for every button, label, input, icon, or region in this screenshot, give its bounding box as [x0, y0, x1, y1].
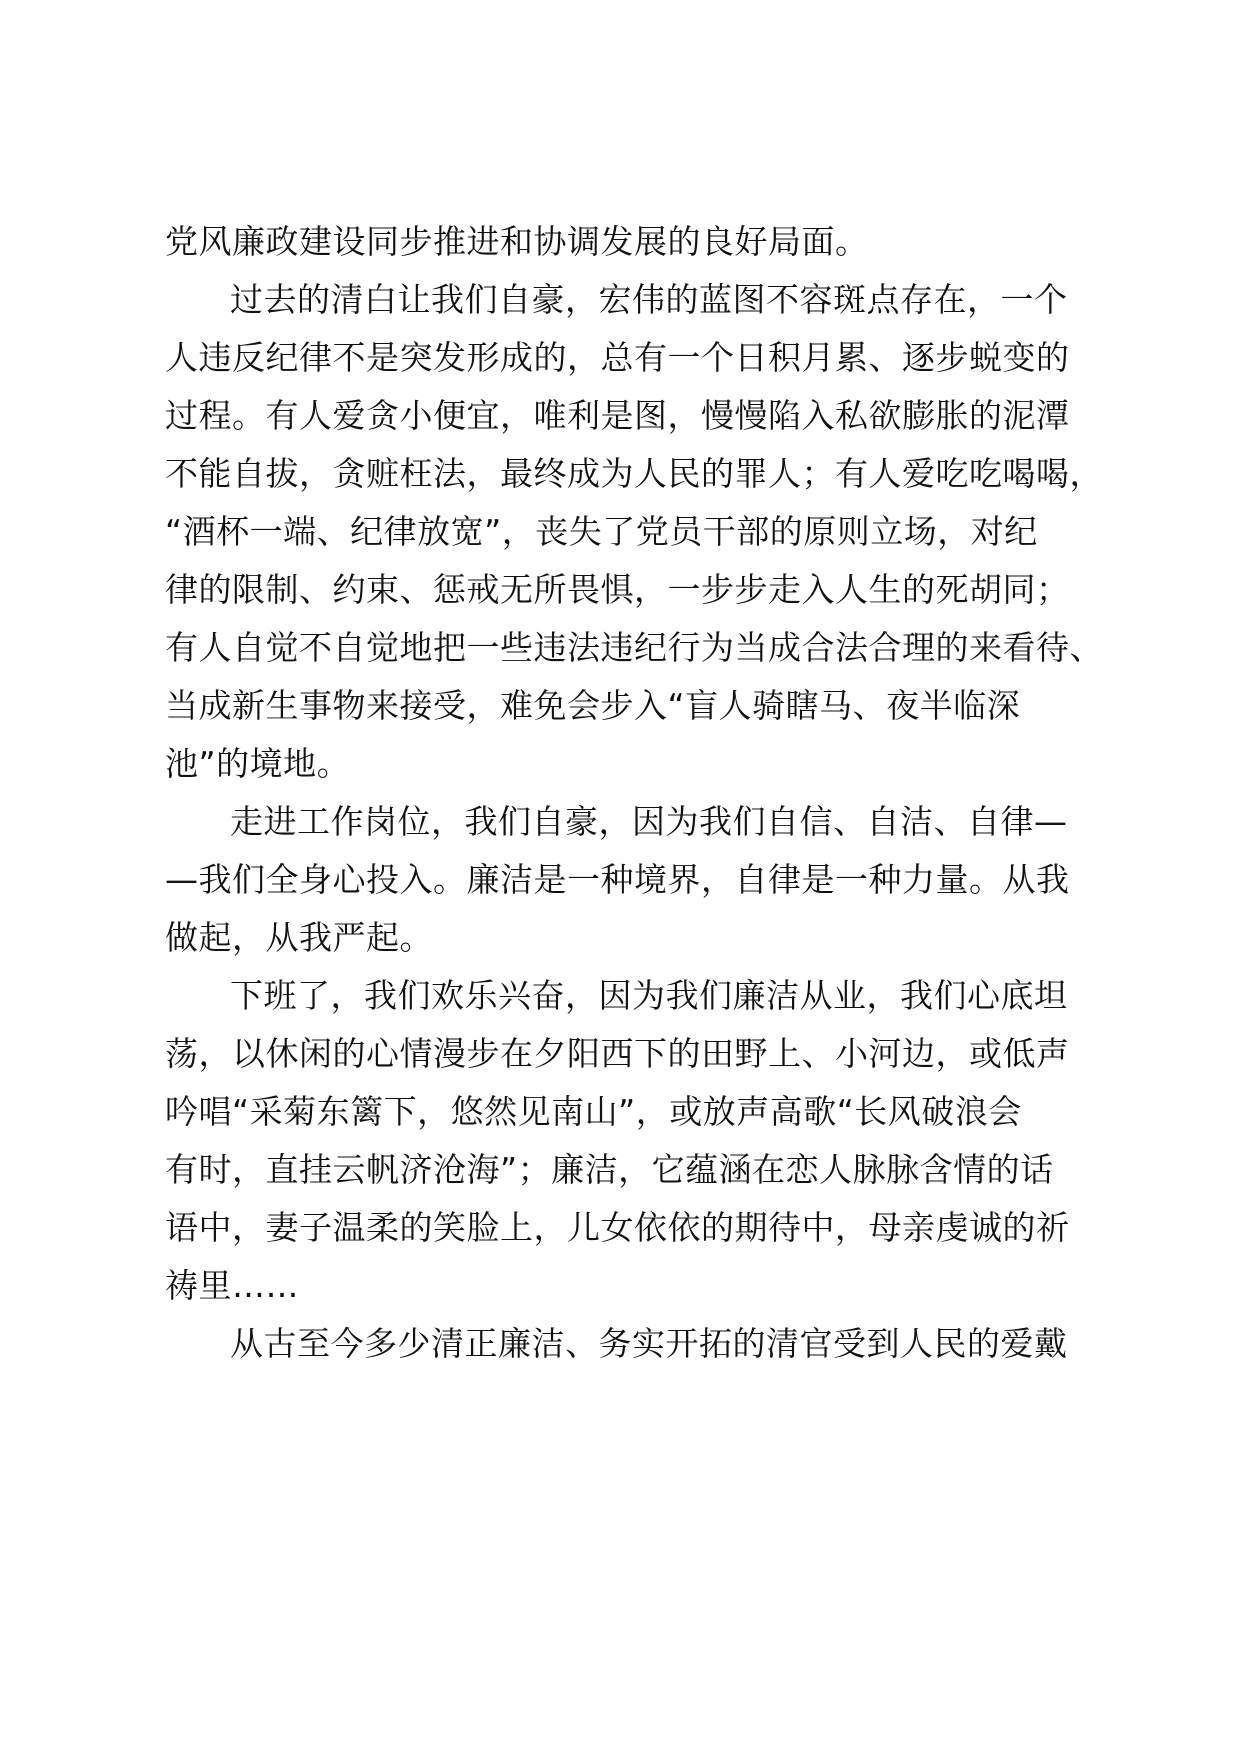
text-line: 做起，从我严起。 [165, 918, 433, 957]
text-line: 祷里…… [165, 1266, 299, 1305]
paragraph-start-line: 从古至今多少清正廉洁、务实开拓的清官受到人民的爱戴 [230, 1324, 1068, 1363]
text-line: 荡，以休闲的心情漫步在夕阳西下的田野上、小河边，或低声 [165, 1034, 1070, 1073]
text-line: —我们全身心投入。廉洁是一种境界，自律是一种力量。从我 [165, 860, 1070, 899]
text-line: 语中，妻子温柔的笑脸上，儿女依依的期待中，母亲虔诚的祈 [165, 1208, 1070, 1247]
paragraph-start-line: 走进工作岗位，我们自豪，因为我们自信、自洁、自律— [230, 802, 1068, 841]
text-line: 有时，直挂云帆济沧海”；廉洁，它蕴涵在恋人脉脉含情的话 [165, 1150, 1054, 1189]
text-line: 过程。有人爱贪小便宜，唯利是图，慢慢陷入私欲膨胀的泥潭 [165, 396, 1070, 435]
text-line: 律的限制、约束、惩戒无所畏惧，一步步走入人生的死胡同； [165, 570, 1070, 609]
text-line: 不能自拔，贪赃枉法，最终成为人民的罪人；有人爱吃吃喝喝， [165, 454, 1103, 493]
text-line: “酒杯一端、纪律放宽”，丧失了党员干部的原则立场，对纪 [165, 512, 1038, 551]
text-line: 池”的境地。 [165, 744, 351, 783]
paragraph-start-line: 下班了，我们欢乐兴奋，因为我们廉洁从业，我们心底坦 [230, 976, 1068, 1015]
text-line: 当成新生事物来接受，难免会步入“盲人骑瞎马、夜半临深 [165, 686, 1021, 725]
paragraph-start-line: 过去的清白让我们自豪，宏伟的蓝图不容斑点存在，一个 [230, 280, 1068, 319]
text-line: 有人自觉不自觉地把一些违法违纪行为当成合法合理的来看待、 [165, 628, 1103, 667]
text-line: 吟唱“采菊东篱下，悠然见南山”，或放声高歌“长风破浪会 [165, 1092, 1022, 1131]
text-line: 党风廉政建设同步推进和协调发展的良好局面。 [165, 222, 869, 261]
text-line: 人违反纪律不是突发形成的，总有一个日积月累、逐步蜕变的 [165, 338, 1070, 377]
